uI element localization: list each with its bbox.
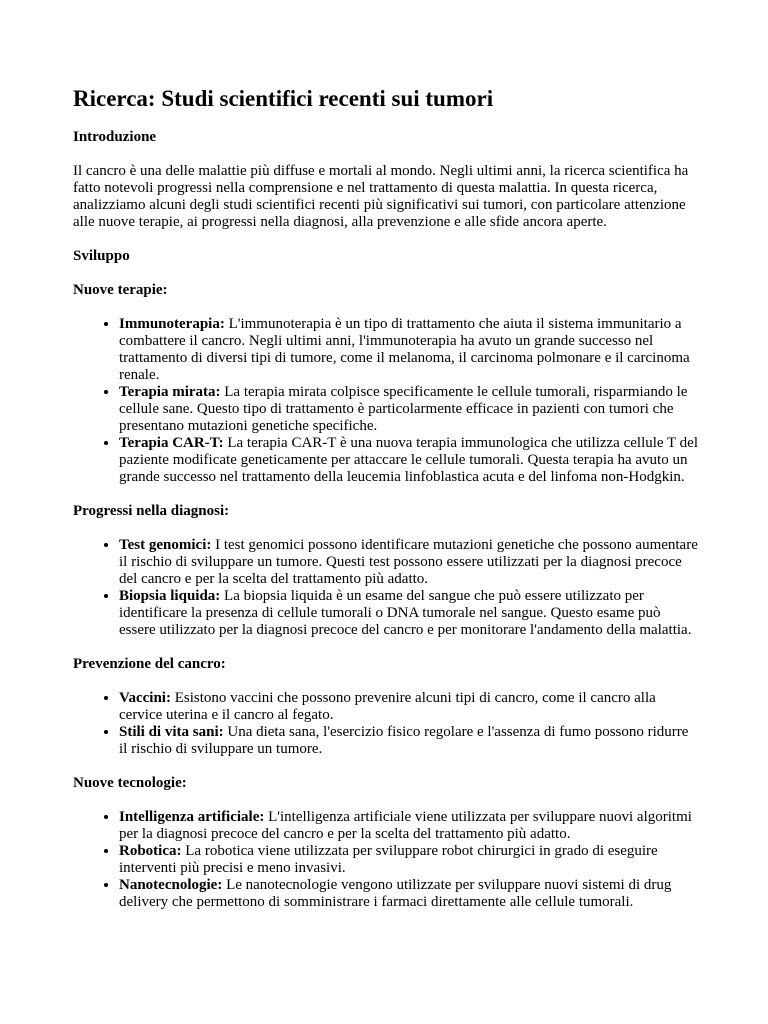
list-item-text: Le nanotecnologie vengono utilizzate per sviluppare nuovi sistemi di drug delivery che permettono di somministrare i farmaci direttamente alle cellule tumorali. [119,877,672,910]
list-item-text: La robotica viene utilizzata per sviluppare robot chirurgici in grado di eseguire interventi più precisi e meno invasivi. [119,843,658,876]
page-title: Ricerca: Studi scientifici recenti sui tumori [73,86,494,111]
intro-heading: Introduzione [73,129,157,145]
technologies-heading: Nuove tecnologie: [73,775,187,791]
list-item-term: Robotica: [119,843,182,859]
list-item-term: Intelligenza artificiale: [119,809,265,825]
list-item-term: Vaccini: [119,690,171,706]
intro-paragraph: Il cancro è una delle malattie più diffuse e mortali al mondo. Negli ultimi anni, la ricerca scientifica ha fatto notevoli progressi nella comprensione e nel trattamento di questa malattia. In questa ricerca, analizziamo alcuni degli studi scientifici recenti più significativi sui tumori, con particolare attenzione alle nuove terapie, ai progressi nella diagnosi, alla prevenzione e alle sfide ancora aperte. [73,163,689,230]
list-item-text: L'immunoterapia è un tipo di trattamento che aiuta il sistema immunitario a combattere il cancro. Negli ultimi anni, l'immunoterapia ha avuto un grande successo nel trattamento di diversi tipi di tumore, come il melanoma, il carcinoma polmonare e il carcinoma renale. [119,316,690,383]
list-item [119,843,698,877]
list-item-text: Una dieta sana, l'esercizio fisico regolare e l'assenza di fumo possono ridurre il rischio di sviluppare un tumore. [119,724,689,757]
list-item-text: La terapia mirata colpisce specificamente le cellule tumorali, risparmiando le cellule sane. Questo tipo di trattamento è particolarmente efficace in pazienti con tumori che presentano mutazioni genetiche specifiche. [119,384,688,434]
list-item [119,384,698,435]
list-item-term: Immunoterapia: [119,316,225,332]
document-page [73,84,698,911]
list-item [119,724,698,758]
list-item [119,690,698,724]
list-item-term: Nanotecnologie: [119,877,223,893]
prevention-list [73,690,698,758]
diagnosis-list [73,537,698,639]
list-item-text: Esistono vaccini che possono prevenire alcuni tipi di cancro, come il cancro alla cervice uterina e il cancro al fegato. [119,690,656,723]
list-item-text: I test genomici possono identificare mutazioni genetiche che possono aumentare il rischio di sviluppare un tumore. Questi test possono essere utilizzati per la diagnosi precoce del cancro e per la scelta del trattamento più adatto. [119,537,698,587]
list-item-term: Test genomici: [119,537,212,553]
therapies-heading: Nuove terapie: [73,282,168,298]
list-item-term: Terapia CAR-T: [119,435,224,451]
list-item [119,809,698,843]
list-item-text: La biopsia liquida è un esame del sangue che può essere utilizzato per identificare la presenza di cellule tumorali o DNA tumorale nel sangue. Questo esame può essere utilizzato per la diagnosi precoce del cancro e per monitorare l'andamento della malattia. [119,588,692,638]
list-item-term: Stili di vita sani: [119,724,224,740]
list-item [119,435,698,486]
list-item-text: La terapia CAR-T è una nuova terapia immunologica che utilizza cellule T del paziente modificate geneticamente per attaccare le cellule tumorali. Questa terapia ha avuto un grande successo nel trattamento della leucemia linfoblastica acuta e del linfoma non-Hodgkin. [119,435,699,485]
technologies-list [73,809,698,911]
list-item-text: L'intelligenza artificiale viene utilizzata per sviluppare nuovi algoritmi per la diagnosi precoce del cancro e per la scelta del trattamento più adatto. [119,809,692,842]
list-item [119,877,698,911]
prevention-heading: Prevenzione del cancro: [73,656,226,672]
list-item-term: Terapia mirata: [119,384,221,400]
list-item [119,588,698,639]
diagnosis-heading: Progressi nella diagnosi: [73,503,230,519]
list-item [119,316,698,384]
list-item-term: Biopsia liquida: [119,588,221,604]
list-item [119,537,698,588]
therapies-list [73,316,698,486]
development-heading: Sviluppo [73,248,130,264]
